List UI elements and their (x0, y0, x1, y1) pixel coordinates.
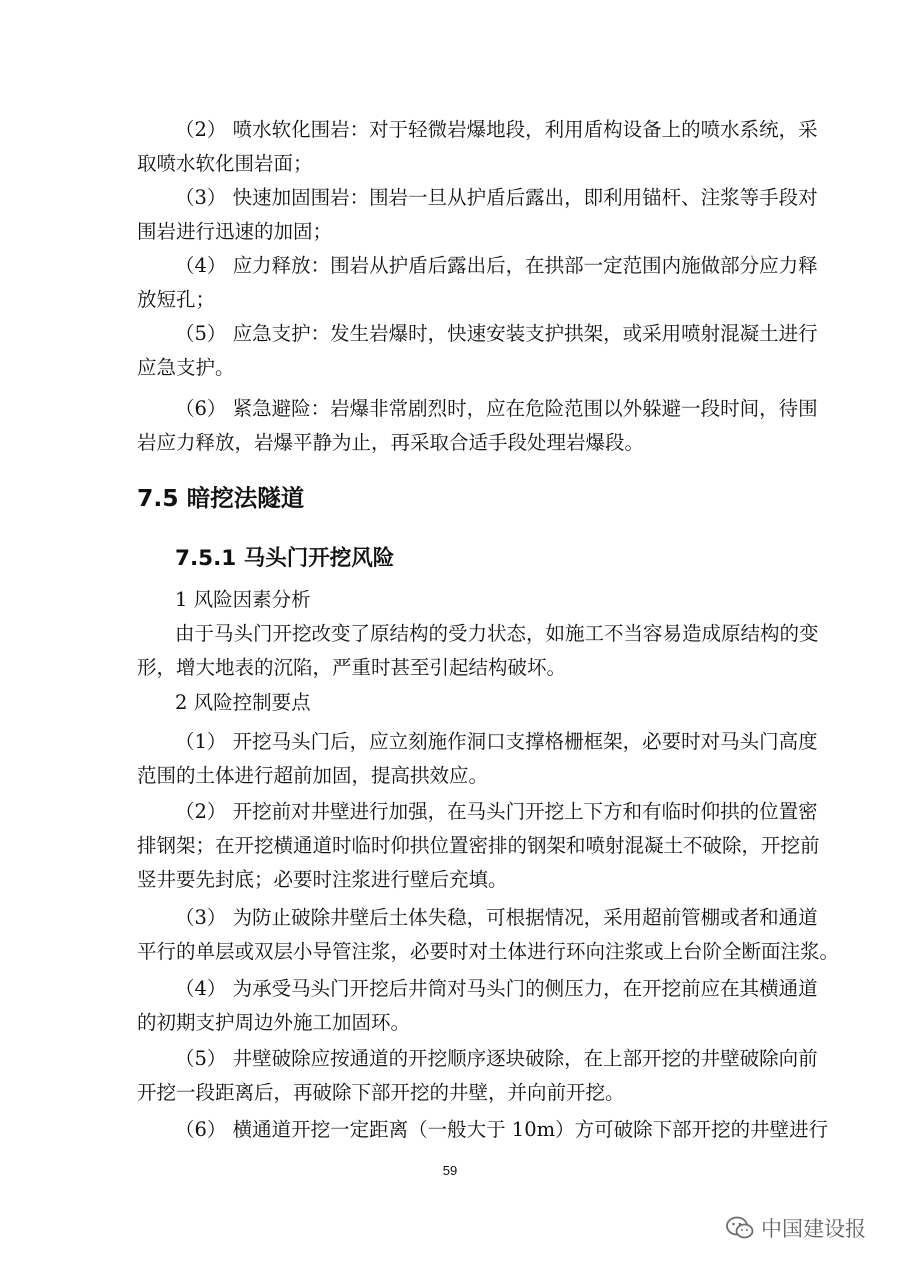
subsection-heading: 7.5.1 马头门开挖风险 (175, 546, 395, 571)
section-heading: 7.5 暗挖法隧道 (137, 484, 305, 512)
paragraph-line: 形，增大地表的沉陷，严重时甚至引起结构破坏。 (137, 656, 567, 679)
paragraph-line: 由于马头门开挖改变了原结构的受力状态，如施工不当容易造成原结构的变 (175, 622, 819, 645)
paragraph-line: （4） 为承受马头门开挖后井筒对马头门的侧压力，在开挖前应在其横通道 (175, 977, 818, 1000)
paragraph-line: （3） 为防止破除井壁后土体失稳，可根据情况，采用超前管棚或者和通道 (175, 906, 818, 929)
wechat-icon (725, 1215, 755, 1241)
item-title: 1 风险因素分析 (175, 588, 311, 611)
paragraph-line: 平行的单层或双层小导管注浆，必要时对土体进行环向注浆或上台阶全断面注浆。 (137, 940, 840, 963)
item-title: 2 风险控制要点 (175, 691, 311, 714)
paragraph-line: （6） 紧急避险：岩爆非常剧烈时，应在危险范围以外躲避一段时间，待围 (175, 397, 818, 420)
paragraph-line: （2） 开挖前对井壁进行加强，在马头门开挖上下方和有临时仰拱的位置密 (175, 800, 818, 823)
paragraph-line: 范围的土体进行超前加固，提高拱效应。 (137, 764, 489, 787)
paragraph-line: 取喷水软化围岩面； (137, 152, 313, 175)
paragraph-line: （2） 喷水软化围岩：对于轻微岩爆地段，利用盾构设备上的喷水系统，采 (175, 118, 818, 141)
paragraph-line: （6） 横通道开挖一定距离（一般大于 10m）方可破除下部开挖的井壁进行 (175, 1118, 829, 1141)
paragraph-line: 岩应力释放，岩爆平静为止，再采取合适手段处理岩爆段。 (137, 431, 645, 454)
paragraph-line: 竖井要先封底；必要时注浆进行壁后充填。 (137, 868, 508, 891)
paragraph-line: 应急支护。 (137, 356, 235, 379)
paragraph-line: （1） 开挖马头门后，应立刻施作洞口支撑格栅框架，必要时对马头门高度 (175, 730, 818, 753)
paragraph-line: （3） 快速加固围岩：围岩一旦从护盾后露出，即利用锚杆、注浆等手段对 (175, 186, 818, 209)
paragraph-line: （5） 井壁破除应按通道的开挖顺序逐块破除，在上部开挖的井壁破除向前 (175, 1047, 818, 1070)
paragraph-line: 开挖一段距离后，再破除下部开挖的井壁，并向前开挖。 (137, 1081, 625, 1104)
watermark (725, 1213, 866, 1243)
paragraph-line: （5） 应急支护：发生岩爆时，快速安装支护拱架，或采用喷射混凝土进行 (175, 322, 818, 345)
paragraph-line: （4） 应力释放：围岩从护盾后露出后，在拱部一定范围内施做部分应力释 (175, 254, 818, 277)
page-number: 59 (442, 1163, 458, 1178)
watermark-text: 中国建设报 (761, 1217, 866, 1241)
paragraph-line: 放短孔； (137, 288, 216, 311)
paragraph-line: 围岩进行迅速的加固； (137, 220, 333, 243)
paragraph-line: 的初期支护周边外施工加固环。 (137, 1011, 411, 1034)
paragraph-line: 排钢架；在开挖横通道时临时仰拱位置密排的钢架和喷射混凝土不破除，开挖前 (137, 834, 820, 857)
